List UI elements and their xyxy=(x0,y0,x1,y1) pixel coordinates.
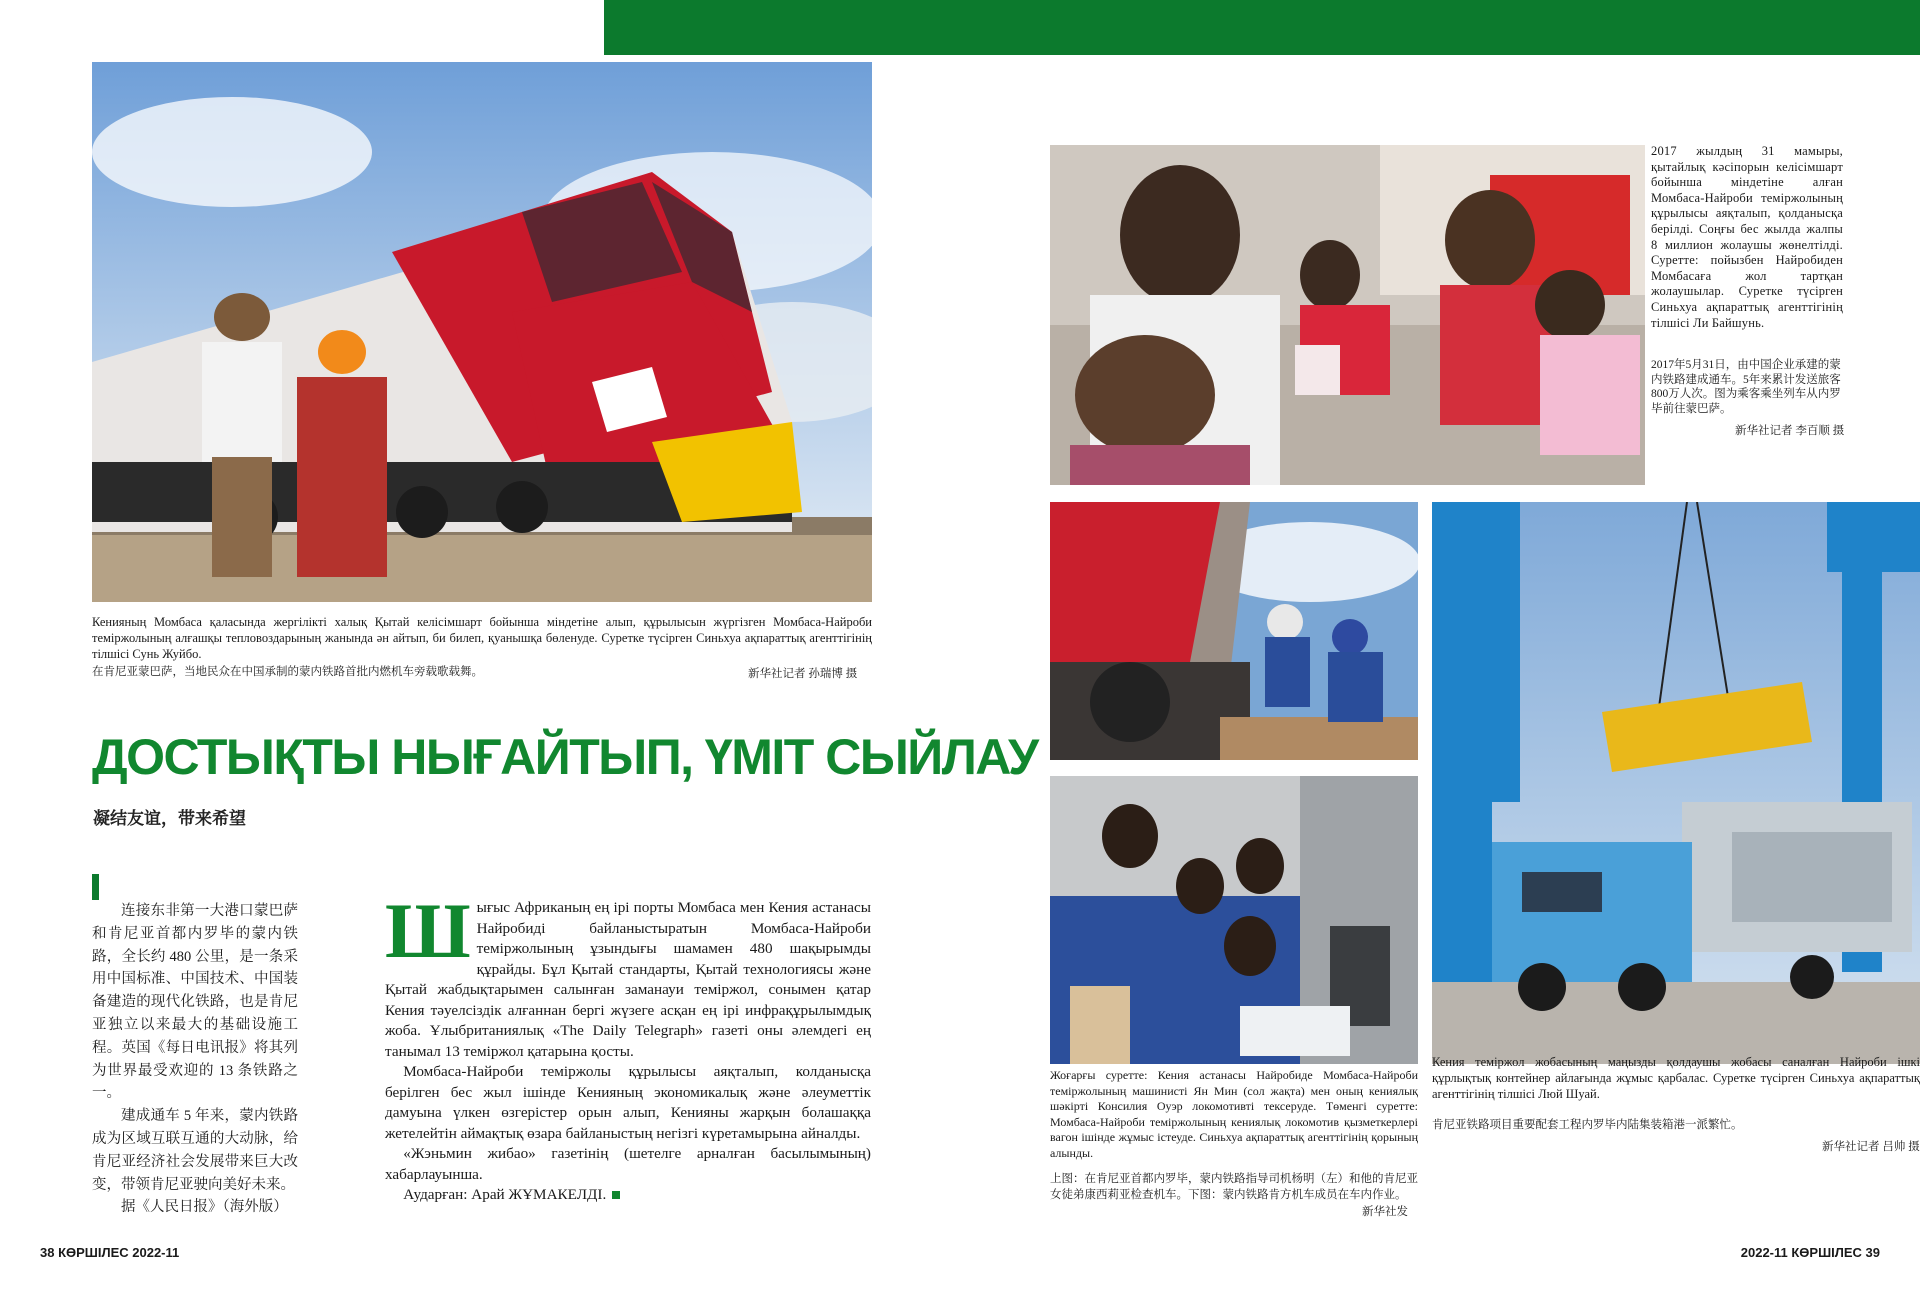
photo-container-port xyxy=(1432,502,1920,1064)
end-mark xyxy=(612,1191,620,1199)
port-credit: 新华社记者 吕帅 摄 xyxy=(1822,1141,1920,1153)
photo-locomotive-inspection xyxy=(1050,502,1418,760)
cab-photos-credit: 新华社发 xyxy=(1362,1206,1408,1218)
article-subhead-zh: 凝结友谊，带来希望 xyxy=(93,809,246,828)
passengers-credit: 新华社记者 李百顺 摄 xyxy=(1735,425,1845,437)
passengers-caption-kz: 2017 жылдың 31 мамыры, қытайлық кәсіпорын келісімшарт бойынша міндетіне алған Момбаса-Найроби теміржолының құрылысы аяқталып, қолданысқа берілді. Соңғы бес жылда жалпы 8 миллион жолаушы жөнелтілді. Суретте: пойызбен Найробиден Момбасаға жол тартқан жолаушылар. Суретке түсірген Синьхуа ақпараттық агенттігінің тілшісі Ли Байшунь. xyxy=(1651,144,1843,330)
cab-photos-caption-kz: Жоғарғы суретте: Кения астанасы Найробиде Момбаса-Найроби теміржолының машинисті Ян Мин (сол жақта) мен оның кениялық шәкірті Консилия Оуэр локомотивті тексеруде. Төменгі суретте: Момбаса-Найроби теміржолының кениялық локомотив қызметкерлері вагон ішінде жұмыс істеуде. Синьхуа ақпараттық агенттігінің қорының алынды. xyxy=(1050,1068,1418,1160)
passengers-caption-zh: 2017年5月31日，由中国企业承建的蒙内铁路建成通车。5年来累计发送旅客800万人次。图为乘客乘坐列车从内罗毕前往蒙巴萨。 xyxy=(1651,359,1841,415)
zh-paragraph: 连接东非第一大港口蒙巴萨和肯尼亚首都内罗毕的蒙内铁路，全长约 480 公里，是一条采用中国标准、中国技术、中国装备建造的现代化铁路，也是肯尼亚独立以来最大的基础设施工程。英国《每日电讯报》将其列为世界最受欢迎的 13 条铁路之一。 xyxy=(92,903,298,1102)
folio-right: 2022-11 КӨРШІЛЕС 39 xyxy=(1740,1245,1880,1260)
lead-photo-locomotive xyxy=(92,62,872,602)
lead-photo-caption-kz: Кенияның Момбаса қаласында жергілікті халық Қытай келісімшарт бойынша міндетіне алып, құрылысын жүргізген Момбаса-Найроби теміржолының алғашқы тепловоздарының жанында ән айтып, би билеп, қуанышқа бөленуде. Суретке түсірген Синьхуа ақпараттық агенттігінің тілшісі Сунь Жуйбо. xyxy=(92,615,872,661)
zh-summary-column xyxy=(92,900,298,1219)
kz-paragraph: Момбаса-Найроби теміржолы құрылысы аяқталып, колданысқа берілген бес жыл ішінде Кенияның экономикалық және әлеуметтік дамуына үлкен өзгерістер орын алып, Кенияны жарқын болашаққа жетелейтін аймақтық өзара байланыстың негізгі күретамырына айналды. xyxy=(385,1063,871,1142)
lead-photo-credit: 新华社记者 孙瑞博 摄 xyxy=(748,668,858,680)
port-caption-zh: 肯尼亚铁路项目重要配套工程内罗毕内陆集装箱港一派繁忙。 xyxy=(1432,1119,1743,1131)
translator-credit: Аударған: Арай ЖҰМАКЕЛДІ. xyxy=(403,1186,607,1203)
cab-photos-caption-zh: 上图：在肯尼亚首都内罗毕，蒙内铁路指导司机杨明（左）和他的肯尼亚女徒弟康西莉亚检查机车。下图：蒙内铁路肯方机车成员在车内作业。 xyxy=(1050,1173,1418,1201)
zh-paragraph: 建成通车 5 年来，蒙内铁路成为区域互联互通的大动脉，给肯尼亚经济社会发展带来巨大改变，带领肯尼亚驶向美好未来。 xyxy=(92,1108,298,1193)
port-caption-kz: Кения теміржол жобасының маңызды қолдаушы жобасы саналған Найроби ішкі құрлықтық контейнер айлағында жұмыс қарбалас. Суретке түсірген Синьхуа ақпараттық агенттігінің тілшісі Люй Шуай. xyxy=(1432,1055,1920,1101)
kz-article-body xyxy=(385,887,871,1206)
kz-paragraph: «Жэньмин жибао» газетінің (шетелге арналған басылымының) хабарлауынша. xyxy=(385,1145,871,1183)
article-headline: ДОСТЫҚТЫ НЫҒАЙТЫП, ҮМІТ СЫЙЛАУ xyxy=(92,729,1038,785)
kz-paragraph-first: ығыс Африканың ең ірі порты Момбаса мен Кения астанасы Найробиді байланыстыратын Момбаса-Найроби теміржолының ұзындығы шамамен 480 шақырымды құрайды. Бұл Қытай стандарты, Қытай технологиясы және Қытай жабдықтарымен салынған заманауи теміржол, сонымен қатар Кения тәуелсіздік алғаннан бергі жүзеге асқан ең ірі инфрақұрылымдық жоба. Ұлыбританиялық «The Daily Telegraph» газеті оны әлемдегі ең танымал 13 теміржол қатарына қосты. xyxy=(385,899,871,1060)
zh-column-marker xyxy=(92,874,99,900)
photo-cab-crew xyxy=(1050,776,1418,1064)
header-green-bar xyxy=(604,0,1920,55)
zh-source: 据《人民日报》（海外版） xyxy=(121,1199,288,1216)
drop-cap: Ш xyxy=(385,887,471,974)
lead-photo-caption-zh: 在肯尼亚蒙巴萨，当地民众在中国承制的蒙内铁路首批内燃机车旁载歌载舞。 xyxy=(92,666,483,678)
photo-passengers xyxy=(1050,145,1645,485)
folio-left: 38 КӨРШІЛЕС 2022-11 xyxy=(40,1245,180,1260)
